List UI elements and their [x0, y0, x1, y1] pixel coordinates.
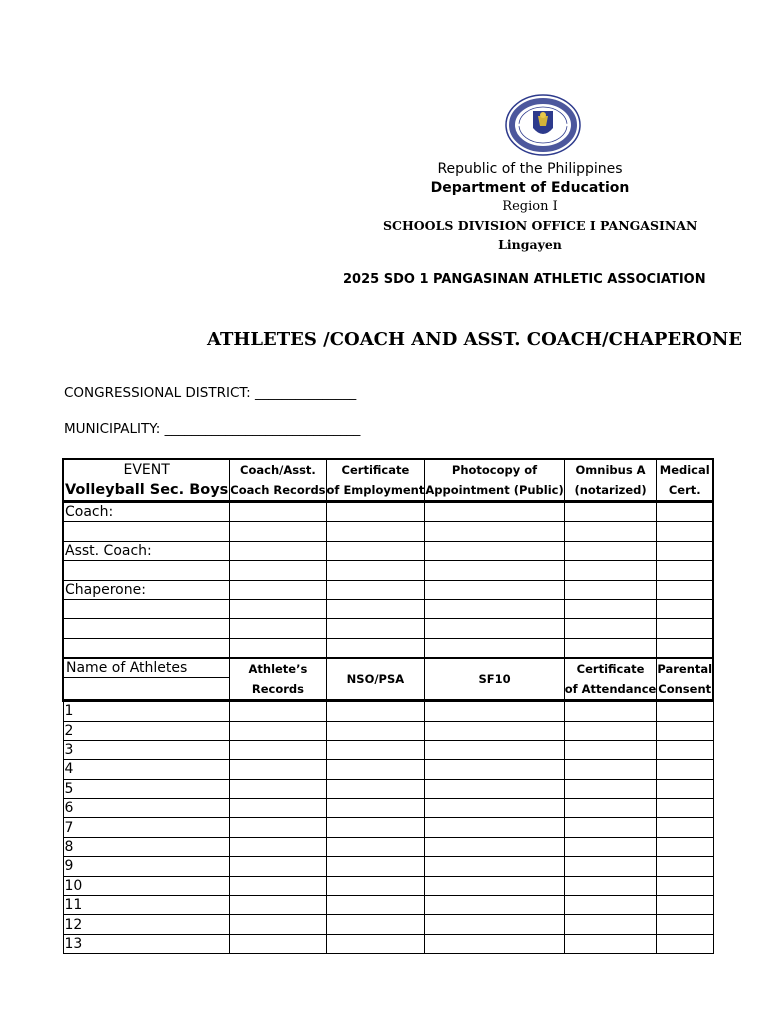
coach-row-check-cell[interactable] — [425, 541, 564, 560]
athlete-row-check-cell[interactable] — [564, 915, 657, 934]
athlete-row-check-cell[interactable] — [425, 799, 564, 818]
event-cell — [63, 459, 230, 502]
coach-rows — [63, 502, 713, 659]
coach-row-name-cell[interactable] — [63, 638, 230, 658]
athlete-row-check-cell[interactable] — [564, 760, 657, 779]
coach-row-check-cell[interactable] — [425, 619, 564, 638]
coach-row-check-cell[interactable] — [425, 561, 564, 580]
coach-row-name-cell[interactable]: Coach: — [63, 502, 230, 522]
coach-row-check-cell[interactable] — [657, 541, 713, 560]
department-line: Department of Education — [430, 180, 630, 196]
athlete-row-name-cell[interactable]: 4 — [63, 760, 230, 779]
athlete-row — [63, 896, 713, 915]
coach-row-check-cell[interactable] — [425, 599, 564, 618]
athlete-row-check-cell[interactable] — [564, 779, 657, 798]
athlete-row — [63, 857, 713, 876]
athlete-row-check-cell[interactable] — [326, 896, 425, 915]
coach-row-name-cell[interactable] — [63, 599, 230, 618]
coach-row — [63, 522, 713, 541]
athlete-row-name-cell[interactable]: 8 — [63, 837, 230, 856]
athlete-row-check-cell[interactable] — [230, 915, 326, 934]
athlete-row — [63, 915, 713, 934]
form-title: ATHLETES /COACH AND ASST. COACH/CHAPERONE — [207, 329, 742, 350]
coach-row-check-cell[interactable] — [564, 561, 657, 580]
coach-row-check-cell[interactable] — [230, 541, 326, 560]
coach-row-check-cell[interactable] — [564, 522, 657, 541]
athlete-row-check-cell[interactable] — [657, 721, 713, 740]
athlete-row-check-cell[interactable] — [326, 740, 425, 759]
coach-row-check-cell[interactable] — [230, 619, 326, 638]
athlete-row-check-cell[interactable] — [326, 818, 425, 837]
athlete-row-check-cell[interactable] — [564, 934, 657, 953]
athlete-row-check-cell[interactable] — [657, 701, 713, 721]
republic-line: Republic of the Philippines — [437, 161, 623, 177]
athlete-row-check-cell[interactable] — [230, 779, 326, 798]
omnibus-header: Omnibus A (notarized) — [564, 459, 657, 502]
athlete-row-check-cell[interactable] — [564, 721, 657, 740]
athlete-row-check-cell[interactable] — [564, 857, 657, 876]
coach-row-check-cell[interactable] — [326, 580, 425, 599]
athlete-row-check-cell[interactable] — [657, 837, 713, 856]
coach-row-check-cell[interactable] — [564, 638, 657, 658]
athlete-row-check-cell[interactable] — [230, 760, 326, 779]
coach-row-check-cell[interactable] — [326, 619, 425, 638]
athlete-row-check-cell[interactable] — [425, 857, 564, 876]
coach-row — [63, 580, 713, 599]
athlete-row-check-cell[interactable] — [425, 876, 564, 895]
athlete-label-cell — [63, 658, 230, 701]
athlete-row-check-cell[interactable] — [425, 779, 564, 798]
appointment-header: Photocopy of Appointment (Public) — [425, 459, 564, 502]
association-line: 2025 SDO 1 PANGASINAN ATHLETIC ASSOCIATION — [343, 272, 706, 287]
athlete-row — [63, 818, 713, 837]
coach-row-check-cell[interactable] — [564, 599, 657, 618]
athlete-row-check-cell[interactable] — [657, 857, 713, 876]
athlete-row-check-cell[interactable] — [564, 876, 657, 895]
athlete-row-name-cell[interactable]: 7 — [63, 818, 230, 837]
coach-row-check-cell[interactable] — [326, 561, 425, 580]
athlete-row-check-cell[interactable] — [230, 934, 326, 953]
athlete-rows — [63, 701, 713, 954]
athlete-row-check-cell[interactable] — [230, 837, 326, 856]
event-value: Volleyball Sec. Boys — [65, 482, 229, 498]
athlete-row-check-cell[interactable] — [657, 818, 713, 837]
coach-row-check-cell[interactable] — [564, 502, 657, 522]
athlete-row-check-cell[interactable] — [326, 779, 425, 798]
athlete-row-name-cell[interactable]: 2 — [63, 721, 230, 740]
nso-psa-header: NSO/PSA — [326, 658, 425, 701]
coach-records-header: Coach/Asst. Coach Records — [230, 459, 326, 502]
coach-row-check-cell[interactable] — [326, 541, 425, 560]
coach-row-check-cell[interactable] — [230, 580, 326, 599]
event-label: EVENT — [123, 462, 170, 478]
athlete-row-name-cell[interactable]: 11 — [63, 896, 230, 915]
coach-row — [63, 561, 713, 580]
coach-row-check-cell[interactable] — [564, 580, 657, 599]
athlete-label: Name of Athletes — [64, 659, 229, 678]
athlete-row-check-cell[interactable] — [326, 837, 425, 856]
district-field[interactable]: CONGRESSIONAL DISTRICT: _______________ — [64, 385, 357, 401]
athlete-row-name-cell[interactable]: 6 — [63, 799, 230, 818]
coach-row — [63, 502, 713, 522]
athlete-row-name-cell[interactable]: 10 — [63, 876, 230, 895]
athlete-row-check-cell[interactable] — [326, 857, 425, 876]
athlete-row-check-cell[interactable] — [425, 934, 564, 953]
coach-row-check-cell[interactable] — [657, 638, 713, 658]
athlete-row-check-cell[interactable] — [326, 915, 425, 934]
athlete-row-check-cell[interactable] — [326, 721, 425, 740]
athlete-row-name-cell[interactable]: 1 — [63, 701, 230, 721]
coach-row-check-cell[interactable] — [326, 638, 425, 658]
employment-cert-header: Certificate of Employment — [326, 459, 425, 502]
coach-row — [63, 638, 713, 658]
athlete-row-check-cell[interactable] — [564, 896, 657, 915]
athlete-row-check-cell[interactable] — [326, 760, 425, 779]
coach-row-check-cell[interactable] — [326, 599, 425, 618]
athlete-row-check-cell[interactable] — [425, 896, 564, 915]
division-line: SCHOOLS DIVISION OFFICE I PANGASINAN — [383, 218, 698, 233]
athlete-row-check-cell[interactable] — [230, 876, 326, 895]
coach-row — [63, 599, 713, 618]
deped-seal-logo — [505, 94, 581, 156]
coach-header-row — [63, 459, 713, 502]
athlete-row-check-cell[interactable] — [657, 896, 713, 915]
athlete-row-check-cell[interactable] — [657, 760, 713, 779]
athlete-row-check-cell[interactable] — [564, 799, 657, 818]
athlete-row-check-cell[interactable] — [657, 934, 713, 953]
athlete-row-check-cell[interactable] — [326, 934, 425, 953]
athlete-row — [63, 740, 713, 759]
coach-row-check-cell[interactable] — [326, 522, 425, 541]
coach-row-name-cell[interactable] — [63, 522, 230, 541]
athlete-row-check-cell[interactable] — [564, 701, 657, 721]
region-line: Region I — [502, 199, 558, 214]
athlete-row — [63, 760, 713, 779]
coach-row-check-cell[interactable] — [657, 522, 713, 541]
medical-cert-header: Medical Cert. — [657, 459, 713, 502]
coach-row-check-cell[interactable] — [657, 619, 713, 638]
athlete-row-check-cell[interactable] — [425, 915, 564, 934]
coach-row-name-cell[interactable]: Chaperone: — [63, 580, 230, 599]
athlete-row-check-cell[interactable] — [326, 876, 425, 895]
athlete-header-row — [63, 658, 713, 701]
coach-row-check-cell[interactable] — [230, 638, 326, 658]
athlete-row-check-cell[interactable] — [564, 818, 657, 837]
athlete-row-check-cell[interactable] — [326, 799, 425, 818]
athlete-row-name-cell[interactable]: 13 — [63, 934, 230, 953]
coach-row-check-cell[interactable] — [425, 580, 564, 599]
coach-row-check-cell[interactable] — [425, 638, 564, 658]
coach-row-name-cell[interactable]: Asst. Coach: — [63, 541, 230, 560]
athlete-row-check-cell[interactable] — [564, 740, 657, 759]
coach-row-check-cell[interactable] — [230, 522, 326, 541]
municipality-field[interactable]: MUNICIPALITY: _____________________________ — [64, 421, 361, 437]
coach-row-check-cell[interactable] — [230, 561, 326, 580]
coach-row-check-cell[interactable] — [230, 599, 326, 618]
athlete-row-check-cell[interactable] — [326, 701, 425, 721]
athlete-row — [63, 779, 713, 798]
athlete-records-header: Athlete’s Records — [230, 658, 326, 701]
athlete-row-check-cell[interactable] — [425, 760, 564, 779]
athlete-row-check-cell[interactable] — [657, 779, 713, 798]
coach-row-check-cell[interactable] — [657, 502, 713, 522]
coach-row — [63, 541, 713, 560]
athlete-row — [63, 934, 713, 953]
athlete-row-check-cell[interactable] — [657, 799, 713, 818]
athlete-row-check-cell[interactable] — [425, 701, 564, 721]
coach-row-check-cell[interactable] — [425, 522, 564, 541]
coach-row-check-cell[interactable] — [564, 541, 657, 560]
athlete-row-check-cell[interactable] — [657, 740, 713, 759]
parental-consent-header: Parental Consent — [657, 658, 713, 701]
coach-row-check-cell[interactable] — [326, 502, 425, 522]
athlete-row-check-cell[interactable] — [564, 837, 657, 856]
athlete-row-check-cell[interactable] — [425, 721, 564, 740]
athlete-row-check-cell[interactable] — [230, 721, 326, 740]
athlete-row-check-cell[interactable] — [230, 701, 326, 721]
coach-row-check-cell[interactable] — [230, 502, 326, 522]
coach-row-check-cell[interactable] — [657, 599, 713, 618]
coach-row-check-cell[interactable] — [657, 561, 713, 580]
athlete-row-check-cell[interactable] — [425, 837, 564, 856]
athlete-row-check-cell[interactable] — [657, 876, 713, 895]
coach-row-name-cell[interactable] — [63, 619, 230, 638]
athlete-row-name-cell[interactable]: 5 — [63, 779, 230, 798]
athlete-row-check-cell[interactable] — [230, 857, 326, 876]
athlete-row — [63, 876, 713, 895]
coach-row — [63, 619, 713, 638]
coach-row-check-cell[interactable] — [425, 502, 564, 522]
athlete-row-check-cell[interactable] — [230, 818, 326, 837]
athlete-row-check-cell[interactable] — [230, 896, 326, 915]
athlete-row — [63, 721, 713, 740]
roster-table — [62, 458, 714, 954]
athlete-row — [63, 799, 713, 818]
athlete-row-check-cell[interactable] — [425, 740, 564, 759]
sf10-header: SF10 — [425, 658, 564, 701]
coach-row-check-cell[interactable] — [657, 580, 713, 599]
athlete-row-name-cell[interactable]: 9 — [63, 857, 230, 876]
athlete-row-check-cell[interactable] — [230, 799, 326, 818]
athlete-row-check-cell[interactable] — [230, 740, 326, 759]
athlete-row-name-cell[interactable]: 12 — [63, 915, 230, 934]
athlete-row — [63, 837, 713, 856]
athlete-row — [63, 701, 713, 721]
athlete-row-name-cell[interactable]: 3 — [63, 740, 230, 759]
coach-row-name-cell[interactable] — [63, 561, 230, 580]
coach-row-check-cell[interactable] — [564, 619, 657, 638]
athlete-row-check-cell[interactable] — [657, 915, 713, 934]
attendance-cert-header: Certificate of Attendance — [564, 658, 657, 701]
athlete-row-check-cell[interactable] — [425, 818, 564, 837]
town-line: Lingayen — [498, 237, 562, 252]
